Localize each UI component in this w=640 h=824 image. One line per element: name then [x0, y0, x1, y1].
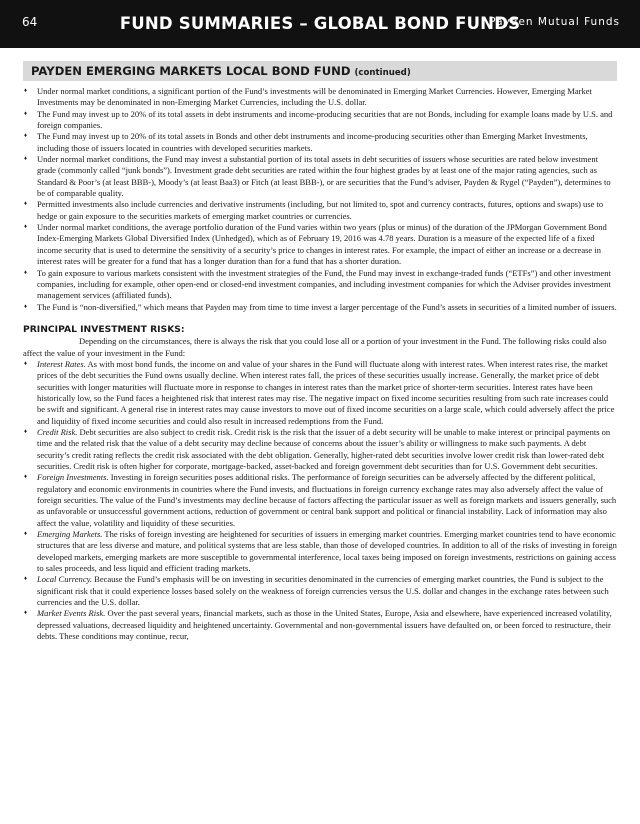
- page-body: [23, 86, 617, 643]
- fund-section-heading: [23, 61, 617, 81]
- strategy-item: ♦ The Fund may invest up to 20% of its total assets in debt instruments and income-producing securities that are not Bonds, including for example loans made by U.S. and foreign companies.: [23, 109, 617, 132]
- strategy-list: [23, 86, 617, 313]
- risk-term: Emerging Markets.: [37, 529, 103, 540]
- risks-intro: Depending on the circumstances, there is always the risk that you could lose all or a portion of your investment in the Fund. The following risks could also affect the value of your investment in the Fund:: [23, 336, 607, 358]
- risk-text: Investing in foreign securities poses additional risks. The performance of foreign securities can be adversely affected by the different political, regulatory and economic environments in countries where the Fund invests, and fluctuations in foreign currency exchange rates may also adversely affect the value of foreign securities. The value of the Fund’s investments may decline because of factors affecting the particular issuer as well as foreign markets and issuers generally, such as unfavorable or unsuccessful government actions, reduction of government or central bank support and political or financial instability. Lack of information may also affect the value, volatility and liquidity of these securities.: [37, 472, 617, 528]
- strategy-item: ♦ Under normal market conditions, the average portfolio duration of the Fund varies within two years (plus or minus) of the duration of the JPMorgan Government Bond Index-Emerging Markets Global Diversified Index (Unhedged), which as of February 19, 2016 was 4.78 years. Duration is a measure of the expected life of a fixed income security that is used to determine the sensitivity of a security’s price to changes in interest rates. For example, the impact of either an increase or a decrease in interest rates will be greater for a fund that has a longer duration than for a fund that has a shorter duration.: [23, 222, 617, 267]
- risk-term: Credit Risk.: [37, 426, 78, 437]
- fund-name: PAYDEN EMERGING MARKETS LOCAL BOND FUND: [31, 64, 351, 78]
- strategy-item: ♦ Under normal market conditions, a significant portion of the Fund’s investments will be denominated in Emerging Market Currencies. However, Emerging Market Investments may be denominated in non-Emerging Market Currencies, including the U.S. dollar.: [23, 86, 617, 109]
- risk-list: [23, 359, 617, 643]
- risk-text: Because the Fund’s emphasis will be on investing in securities denominated in the currencies of emerging market countries, the Fund is subject to the significant risk that it could experience losses based solely on the weakness of foreign currencies versus the U.S. dollar and changes in the exchange rates between such currencies and the U.S. dollar.: [37, 574, 609, 608]
- risk-item: [23, 359, 617, 427]
- risk-term: Market Events Risk.: [37, 608, 106, 619]
- risk-item: [23, 608, 617, 642]
- page-number: 64: [22, 15, 38, 29]
- header-title: FUND SUMMARIES – GLOBAL BOND FUNDS: [119, 14, 521, 33]
- strategy-item: ♦ Permitted investments also include currencies and derivative instruments (including, but not limited to, spot and currency contracts, futures, options and swaps) use to hedge or gain exposure to the securities markets of emerging market countries or currencies.: [23, 199, 617, 222]
- strategy-item: ♦ The Fund may invest up to 20% of its total assets in Bonds and other debt instruments and income-producing securities other than Emerging Market Investments, including those of issuers located in countries with developed securities markets.: [23, 131, 617, 154]
- continued-label: (continued): [354, 68, 411, 78]
- strategy-item: ♦ To gain exposure to various markets consistent with the investment strategies of the Fund, the Fund may invest in exchange-traded funds (“ETFs”) and other investment companies, including for example, other open-end or closed-end investment companies, and including investment companies for which the Adviser provides investment management services (affiliated funds).: [23, 268, 617, 302]
- risk-item: [23, 529, 617, 574]
- risks-heading: PRINCIPAL INVESTMENT RISKS:: [23, 323, 185, 335]
- risk-term: Foreign Investments.: [37, 472, 109, 483]
- strategy-item: ♦ The Fund is “non-diversified,” which means that Payden may from time to time invest a larger percentage of the Fund’s assets in securities of a limited number of issuers.: [23, 302, 617, 313]
- risk-term: Local Currency.: [37, 574, 93, 585]
- risk-text: Debt securities are also subject to credit risk. Credit risk is the risk that the issuer of a debt security will be unable to make interest or principal payments on time and the related risk that the value of a debt security may decline because of concerns about the issuer’s ability or willingness to make such payments. A debt security’s credit rating reflects the credit risk associated with the debt obligation. Generally, higher-rated debt securities involve lower credit risk than lower-rated debt securities. Credit risk is often higher for corporate, mortgage-backed, asset-backed and foreign government debt securities than for U.S. Government debt securities.: [37, 426, 611, 471]
- page-header: [0, 0, 640, 48]
- risk-text: The risks of foreign investing are heightened for securities of issuers in emerging market countries. Emerging market countries tend to have economic structures that are less diverse and mature, and political systems that are less stable, than those of developed countries. In addition to all of the risks of investing in foreign developed markets, emerging markets are more susceptible to governmental interference, local taxes being imposed on foreign investments, restrictions on gaining access to sales proceeds, and less liquid and efficient trading markets.: [37, 529, 617, 574]
- risk-item: [23, 574, 617, 608]
- risk-term: Interest Rates.: [37, 358, 86, 369]
- risk-text: As with most bond funds, the income on and value of your shares in the Fund will fluctuate along with interest rates. When interest rates rise, the market prices of the debt securities the Fund owns usually decline. When interest rates fall, the prices of these securities usually increase. Generally, the market price of debt securities with longer maturities will fluctuate more in response to changes in interest rates than the market price of shorter-term securities. Interest rates have been historically low, so the Fund faces a heightened risk that interest rates may rise. The negative impact on fixed income securities resulting from such rate increases could be swift and significant. A general rise in interest rates may cause investors to move out of fixed income securities on a large scale, which could adversely affect the price and liquidity of fixed income securities and could also result in increased redemptions from the Fund.: [37, 358, 615, 426]
- strategy-item: ♦ Under normal market conditions, the Fund may invest a substantial portion of its total assets in debt securities of issuers whose securities are rated below investment grade (commonly called “junk bonds”). Investment grade debt securities are rated within the four highest grades by at least one of the major rating agencies, such as Standard & Poor’s (at least BBB-), Moody’s (at least Baa3) or Fitch (at least BBB-), or are securities that the Fund’s adviser, Payden & Rygel (“Payden”), determines to be of comparable quality.: [23, 154, 617, 199]
- risk-item: [23, 472, 617, 529]
- brand-name: Payden Mutual Funds: [489, 16, 620, 28]
- risk-text: Over the past several years, financial markets, such as those in the United States, Europe, Asia and elsewhere, have experienced increased volatility, depressed valuations, decreased liquidity and heightened uncertainty. Governmental and non-governmental issuers have defaulted on, or been forced to restructure, their debts. These conditions may continue, recur,: [37, 608, 612, 642]
- risk-item: [23, 427, 617, 472]
